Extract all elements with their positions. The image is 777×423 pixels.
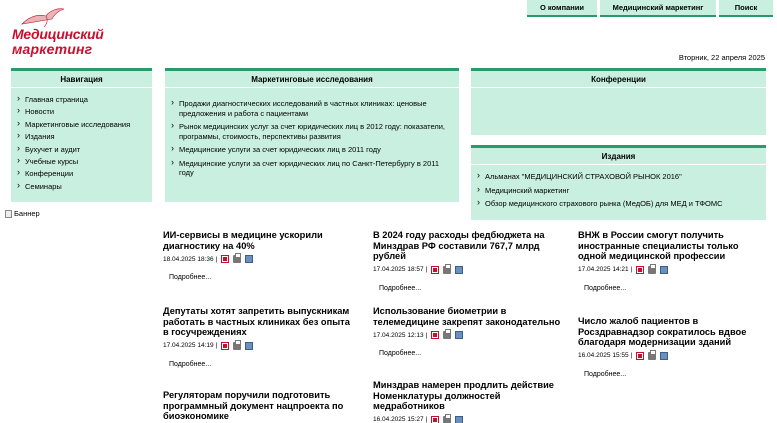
publications-panel [471,145,766,220]
current-date: Вторник, 22 апреля 2025 [678,53,765,62]
research-link[interactable]: › Медицинские услуги за счет юридических лиц в 2011 году [171,145,449,155]
email-icon[interactable] [245,342,253,350]
read-more-link[interactable]: Подробнее... [584,370,627,378]
conferences-panel [471,68,766,135]
news-date: 16.04.2025 15:27 [373,416,424,423]
news-item [373,306,563,357]
news-date: 17.04.2025 12:13 [373,331,424,339]
top-navigation [527,0,773,17]
news-item [373,230,563,292]
news-meta: 16.04.2025 15:27 | [373,416,563,423]
news-title-link[interactable]: ВНЖ в России смогут получить иностранные специалисты только одной медицинской профессии [578,230,739,261]
news-meta: 17.04.2025 12:13 | [373,331,563,339]
read-more-link[interactable]: Подробнее... [169,274,212,281]
nav-item-news[interactable]: › Новости [17,107,152,117]
site-logo[interactable] [6,6,116,58]
pdf-icon[interactable] [431,331,439,339]
marketing-research-panel [165,68,459,202]
navigation-panel-title: Навигация [11,71,152,88]
print-icon[interactable] [648,352,656,360]
research-link[interactable]: › Рынок медицинских услуг за счет юридических лиц в 2012 году: показатели, программы, стоимость, перспективы развития [171,122,449,141]
logo-text-line1: Медицинский [12,26,104,42]
navigation-panel [11,68,152,202]
crane-logo-icon [20,6,66,28]
news-date: 16.04.2025 15:55 [578,352,629,359]
read-more-link[interactable]: Подробнее... [584,284,627,292]
logo-text-line2: маркетинг [12,41,93,57]
news-meta: 17.04.2025 14:21 | [578,266,768,274]
news-title-link[interactable]: В 2024 году расходы федбюджета на Минздрав РФ составили 767,7 млрд рублей [373,230,545,261]
news-meta: 17.04.2025 14:19 | [163,342,353,350]
news-item [163,306,353,368]
publications-panel-title: Издания [471,148,766,165]
email-icon[interactable] [245,255,253,263]
news-date: 17.04.2025 14:21 [578,266,629,273]
news-item [163,390,353,422]
news-title-link[interactable]: Использование биометрии в телемедицине закрепят законодательно [373,306,561,327]
nav-item-seminars[interactable]: › Семинары [17,182,152,192]
email-icon[interactable] [660,266,668,274]
nav-item-publications[interactable]: › Издания [17,132,152,142]
nav-item-home[interactable]: › Главная страница [17,95,152,105]
news-meta: 17.04.2025 18:57 | [373,266,563,274]
pdf-icon[interactable] [221,255,229,263]
email-icon[interactable] [660,352,668,360]
publication-link[interactable]: › Обзор медицинского страхового рынка (МедОБ) для МЕД и ТФОМС [477,199,766,209]
print-icon[interactable] [648,266,656,274]
news-item [578,316,768,378]
news-item [373,380,563,423]
pdf-icon[interactable] [221,342,229,350]
news-title-link[interactable]: Регуляторам поручили подготовить программный документ нацпроекта по биоэкономике [163,390,344,421]
news-date: 17.04.2025 18:57 [373,266,424,273]
email-icon[interactable] [455,416,463,423]
pdf-icon[interactable] [636,352,644,360]
nav-item-courses[interactable]: › Учебные курсы [17,157,152,167]
conferences-panel-title: Конференции [471,71,766,88]
news-title-link[interactable]: Депутаты хотят запретить выпускникам работать в частных клиниках без опыта в госучреждениях [163,306,350,337]
nav-search-button[interactable]: Поиск [719,0,773,17]
print-icon[interactable] [233,342,241,350]
news-title-link[interactable]: Минздрав намерен продлить действие Номенклатуры должностей медработников [373,380,554,411]
pdf-icon[interactable] [431,266,439,274]
broken-image-icon [5,210,12,218]
nav-item-conferences[interactable]: › Конференции [17,169,152,179]
print-icon[interactable] [443,331,451,339]
marketing-research-panel-title: Маркетинговые исследования [165,71,459,88]
read-more-link[interactable]: Подробнее... [379,284,422,292]
research-link[interactable]: › Продажи диагностических исследований в частных клиниках: ценовые предложения и работа с пациентами [171,99,449,118]
nav-medical-marketing-button[interactable]: Медицинский маркетинг [600,0,716,17]
news-date: 17.04.2025 14:19 [163,342,214,349]
news-title-link[interactable]: ИИ-сервисы в медицине ускорили диагностику на 40% [163,230,323,251]
pdf-icon[interactable] [431,416,439,423]
print-icon[interactable] [443,416,451,423]
news-date: 18.04.2025 18:36 [163,255,214,263]
email-icon[interactable] [455,331,463,339]
publication-link[interactable]: › Альманах "МЕДИЦИНСКИЙ СТРАХОВОЙ РЫНОК 2016" [477,172,766,182]
banner-image[interactable] [5,209,40,218]
news-item [163,230,353,281]
news-title-link[interactable]: Число жалоб пациентов в Росздравнадзор сократилось вдвое благодаря модернизации зданий [578,316,747,347]
nav-item-marketing-research[interactable]: › Маркетинговые исследования [17,120,152,130]
nav-about-button[interactable]: О компании [527,0,597,17]
banner-alt-text: Баннер [14,209,40,218]
news-meta: 18.04.2025 18:36 | [163,255,353,263]
email-icon[interactable] [455,266,463,274]
print-icon[interactable] [443,266,451,274]
publication-link[interactable]: › Медицинский маркетинг [477,186,766,196]
read-more-link[interactable]: Подробнее... [169,360,212,368]
news-item [578,230,768,292]
read-more-link[interactable]: Подробнее... [379,350,422,357]
nav-item-accounting[interactable]: › Бухучет и аудит [17,145,152,155]
news-meta: 16.04.2025 15:55 | [578,352,768,360]
research-link[interactable]: › Медицинские услуги за счет юридических лиц по Санкт-Петербургу в 2011 году [171,159,449,178]
print-icon[interactable] [233,255,241,263]
pdf-icon[interactable] [636,266,644,274]
